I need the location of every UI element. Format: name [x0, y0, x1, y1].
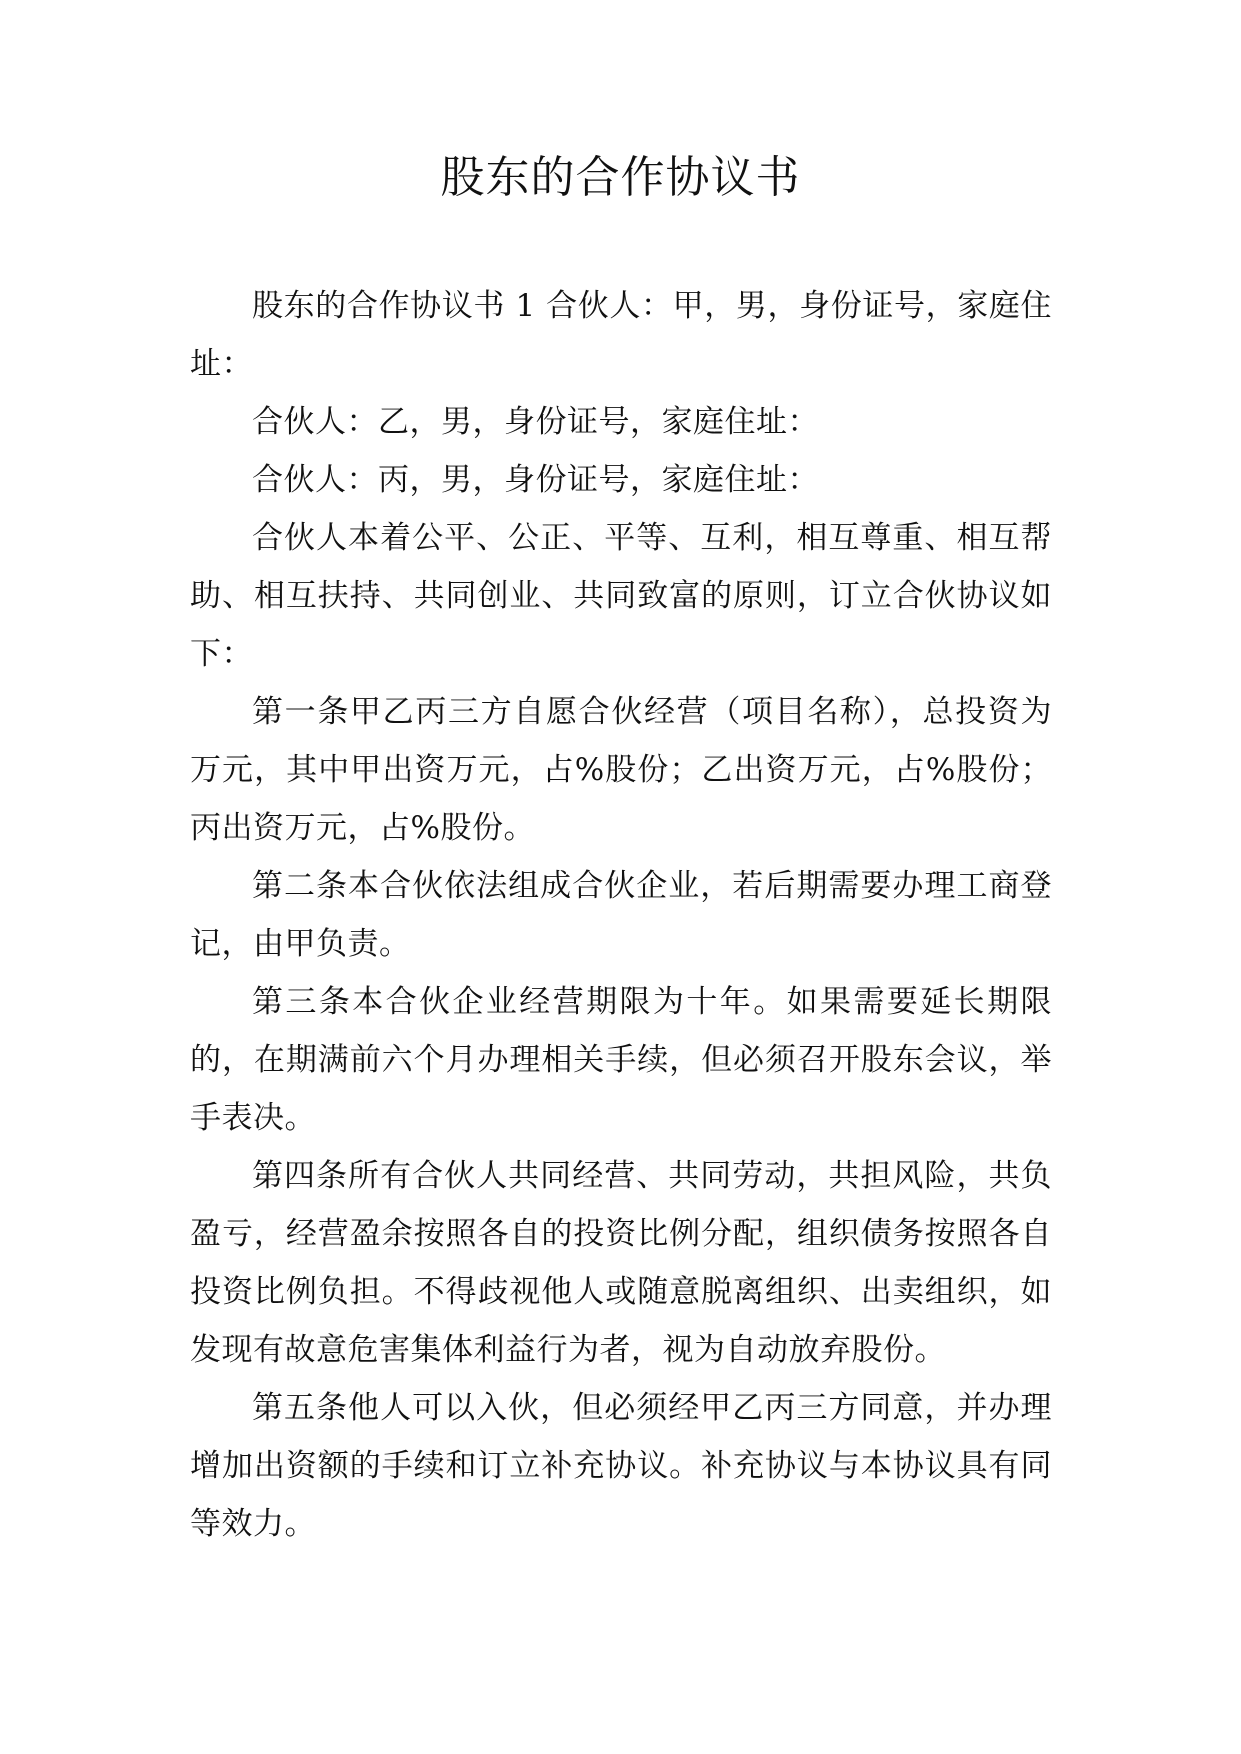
paragraph-partner-c: 合伙人：丙，男，身份证号，家庭住址： — [252, 462, 819, 498]
paragraph-article-2: 第二条本合伙依法组成合伙企业，若后期需要办理工商登记，由甲负责。 — [190, 868, 1052, 962]
paragraph-article-3: 第三条本合伙企业经营期限为十年。如果需要延长期限的，在期满前六个月办理相关手续，但必须召开股东会议，举手表决。 — [190, 984, 1052, 1136]
paragraph-article-5: 第五条他人可以入伙，但必须经甲乙丙三方同意，并办理增加出资额的手续和订立补充协议。补充协议与本协议具有同等效力。 — [190, 1390, 1052, 1542]
document-title: 股东的合作协议书 — [440, 152, 801, 203]
paragraph-partner-b: 合伙人：乙，男，身份证号，家庭住址： — [252, 404, 819, 440]
paragraph-principles: 合伙人本着公平、公正、平等、互利，相互尊重、相互帮助、相互扶持、共同创业、共同致富的原则，订立合伙协议如下： — [190, 520, 1052, 672]
document-body — [190, 277, 1052, 1553]
paragraph-article-1: 第一条甲乙丙三方自愿合伙经营（项目名称），总投资为万元，其中甲出资万元，占%股份；乙出资万元，占%股份；丙出资万元，占%股份。 — [190, 694, 1052, 846]
paragraph-partner-a: 股东的合作协议书 1 合伙人：甲，男，身份证号，家庭住址： — [190, 288, 1052, 382]
paragraph-article-4: 第四条所有合伙人共同经营、共同劳动，共担风险，共负盈亏，经营盈余按照各自的投资比例分配，组织债务按照各自投资比例负担。不得歧视他人或随意脱离组织、出卖组织，如发现有故意危害集体利益行为者，视为自动放弃股份。 — [190, 1158, 1052, 1368]
